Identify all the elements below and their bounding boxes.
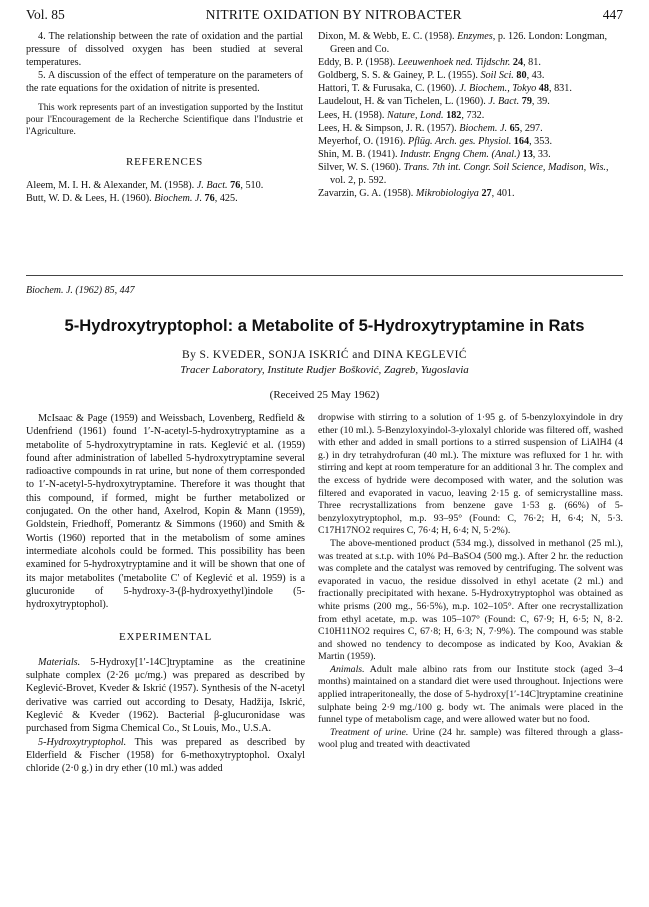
reference-item: Silver, W. S. (1960). Trans. 7th int. Congr. Soil Science, Madison, Wis., vol. 2, p. 592. <box>318 161 609 187</box>
reduction-paragraph: The above-mentioned product (534 mg.), dissolved in methanol (25 ml.), was treated at s.t.p. with 10% Pd–BaSO4 (500 mg.). After 2 hr. the reduction was complete and the catalyst was removed by centrifuging. The solvent was evaporated in vacuo, the residue dissolved in ethyl acetate (2 ml.) and fractionally precipitated with hexane. 5-Hydroxytryptophol was obtained as white prisms (200 mg., 56·5%), m.p. 102–105°. After one recrystallization from ethyl acetate, m.p. was 105–107° (Found: C, 67·9; H, 6·5; N, 8·2. C10H11NO2 requires C, 67·8; H, 6·3; N, 7·9%). The compound was stable and showed no tendency to decompose as indicated by Koo, Avakian & Martin (1959). <box>318 537 623 663</box>
article-title: 5-Hydroxytryptophol: a Metabolite of 5-Hydroxytryptamine in Rats <box>64 316 585 335</box>
acknowledgement: This work represents part of an investigation supported by the Institut pour l'Encouragement de la Recherche Scientifique dans l'Industrie et l'Agriculture. <box>26 103 303 138</box>
page-number: 447 <box>602 7 623 22</box>
article-authors: By S. KVEDER, SONJA ISKRIĆ and DINA KEGLEVIĆ <box>182 349 467 361</box>
volume-label: Vol. 85 <box>26 7 65 22</box>
reference-item: Meyerhof, O. (1916). Pflüg. Arch. ges. Physiol. 164, 353. <box>318 135 552 147</box>
top-left-column <box>26 30 303 205</box>
reference-item: Butt, W. D. & Lees, H. (1960). Biochem. J. 76, 425. <box>26 193 238 205</box>
materials-paragraph: Materials. 5-Hydroxy[1′-14C]tryptamine as the creatinine sulphate complex (2·26 μc/mg.) was prepared as described by Keglević-Brovet, Kveder & Iskrić (1957). Synthesis of the N-acetyl derivative was carried out according to Desaty, Hadžija, Iskrić, Keglević & Kveder (1962). Bacterial β-glucuronidase was purchased from Sigma Chemical Co., St Louis, Mo., U.S.A. <box>26 656 305 735</box>
references-heading: REFERENCES <box>125 155 204 168</box>
reference-item: Aleem, M. I. H. & Alexander, M. (1958). J. Bact. 76, 510. <box>26 179 264 191</box>
introduction-paragraph: McIsaac & Page (1959) and Weissbach, Lovenberg, Redfield & Udenfriend (1961) found 1′-N-acetyl-5-hydroxytryptamine as a metabolite of 5-hydroxytryptamine in rats. Keglević et al. (1959) found after administration of labelled 5-hydroxytryptamine several radioactive compounds in rat urine, but none of them corresponded to 1′-N-acetyl-5-hydroxytryptamine. Therefore it was thought that this compound, if formed, might be further metabolized or conjugated. On the other hand, Axelrod, Kopin & Mann (1959), Goldstein, Friedhoff, Pomerantz & Simmons (1960) and Smith & Wortis (1960) reported that in the metabolism of some amines intermediate alcohols could be formed. This possibility has been examined for 5-hydroxytryptamine and it will be shown that one of its major metabolites ('metabolite C' of Keglević et al. 1959) is a glucuronide of 5-hydroxy-3-(β-hydroxyethyl)indole (5-hydroxytryptophol). <box>26 413 305 611</box>
animals-paragraph: Animals. Adult male albino rats from our Institute stock (aged 3–4 months) maintained on a standard diet were used throughout. Injections were applied intraperitoneally, the dose of 5-hydroxy[1′-14C]tryptamine creatinine sulphate being 2·9 mg./100 g. body wt. The animals were placed in the funnel type of metabolism cage, and were allowed water but no food. <box>318 663 623 726</box>
summary-item-5: 5. A discussion of the effect of temperature on the parameters of the rate equations for the oxidation of nitrite is presented. <box>26 70 303 95</box>
section-divider <box>26 275 623 276</box>
body-left-column <box>26 412 305 775</box>
urine-paragraph: Treatment of urine. Urine (24 hr. sample) was filtered through a glass-wool plug and treated with deactivated <box>318 726 623 751</box>
received-date: (Received 25 May 1962) <box>269 389 380 401</box>
references-list-left <box>26 179 303 205</box>
experimental-heading: EXPERIMENTAL <box>118 631 213 644</box>
reference-item: Dixon, M. & Webb, E. C. (1958). Enzymes, p. 126. London: Longman, Green and Co. <box>318 31 608 56</box>
article-affiliation: Tracer Laboratory, Institute Rudjer Bošković, Zagreb, Yugoslavia <box>180 364 469 376</box>
reference-item: Shin, M. B. (1941). Industr. Engng Chem. (Anal.) 13, 33. <box>318 148 551 160</box>
reference-item: Eddy, B. P. (1958). Leeuwenhoek ned. Tijdschr. 24, 81. <box>318 57 541 69</box>
reference-item: Lees, H. (1958). Nature, Lond. 182, 732. <box>318 109 485 121</box>
top-right-column <box>318 30 623 200</box>
reference-item: Goldberg, S. S. & Gainey, P. L. (1955). Soil Sci. 80, 43. <box>318 70 545 82</box>
hydroxytryptophol-paragraph: 5-Hydroxytryptophol. This was prepared as described by Elderfield & Fischer (1958) for 6-methoxytryptophol. Oxalyl chloride (2·0 g.) in dry ether (10 ml.) was added <box>26 736 305 775</box>
running-title: NITRITE OXIDATION BY NITROBACTER <box>205 7 462 22</box>
reference-item: Laudelout, H. & van Tichelen, L. (1960). J. Bact. 79, 39. <box>318 96 550 108</box>
summary-item-4: 4. The relationship between the rate of oxidation and the partial pressure of dissolved oxygen has been studied at several temperatures. <box>26 31 303 69</box>
reference-item: Hattori, T. & Furusaka, C. (1960). J. Biochem., Tokyo 48, 831. <box>318 83 572 95</box>
running-head <box>26 7 623 25</box>
reference-item: Lees, H. & Simpson, J. R. (1957). Biochem. J. 65, 297. <box>318 122 543 134</box>
article-citation: Biochem. J. (1962) 85, 447 <box>26 285 135 296</box>
synthesis-paragraph: dropwise with stirring to a solution of 1·95 g. of 5-benzyloxyindole in dry ether (10 ml.). 5-Benzyloxyindol-3-yloxalyl chloride was filtered off, washed with ether and added in small portions to a stirred suspension of LiAlH4 (4 g.) in dry tetrahydrofuran (40 ml.). The mixture was refluxed for 1 hr. with stirring and kept at room temperature for an additional 3 hr. The complex and the excess of hydride were decomposed with water, and the solution was filtered and evaporated in vacuo, leaving 2·15 g. of semicrystalline mass. Three recrystallizations from benzene gave 1·53 g. (66%) of 5-benzyloxytryptophol, m.p. 93–95° (Found: C, 76·2; H, 6·4; N, 5·3. C17H17NO2 requires C, 76·4; H, 6·4; N, 5·2%). <box>318 412 623 537</box>
reference-item: Zavarzin, G. A. (1958). Mikrobiologiya 27, 401. <box>318 188 515 200</box>
body-right-column <box>318 412 623 752</box>
